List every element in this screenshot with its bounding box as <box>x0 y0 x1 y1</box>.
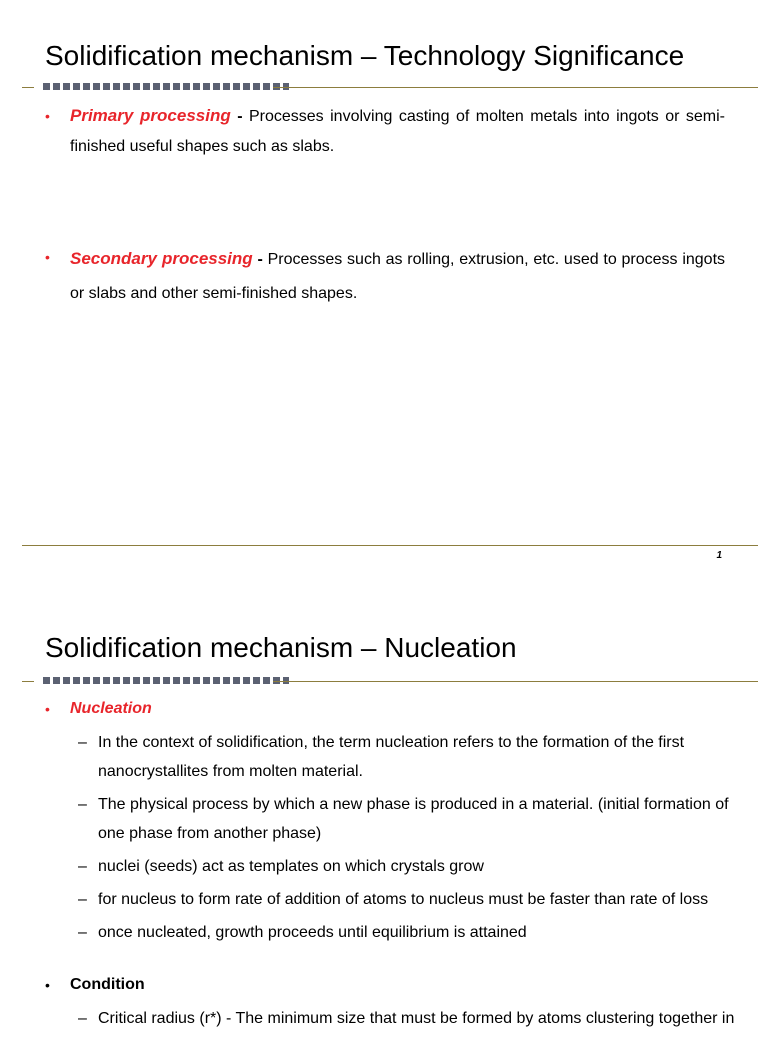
bullet-primary-processing: • Primary processing - Processes involving casting of molten metals into ingots or semi-finished useful shapes such as slabs. <box>45 101 725 162</box>
slide-title: Solidification mechanism – Nucleation <box>45 632 517 663</box>
bullet-secondary-processing: • Secondary processing - Processes such as rolling, extrusion, etc. used to process ingots or slabs and other semi-finished shapes. <box>45 242 725 311</box>
bullet-icon: • <box>45 108 50 124</box>
section-heading-nucleation: • Nucleation <box>45 700 152 717</box>
bullet-text: Processes such as rolling, extrusion, etc. used to process ingots or slabs and other semi-finished shapes. <box>70 251 726 302</box>
page-number: 1 <box>716 550 722 561</box>
list-item: – The physical process by which a new phase is produced in a material. (initial formation of one phase from another phase) <box>78 790 748 848</box>
slide-title: Solidification mechanism – Technology Significance <box>45 40 685 71</box>
dash-icon: – <box>78 858 87 875</box>
dash-icon: – <box>78 924 87 941</box>
list-item: – for nucleus to form rate of addition of atoms to nucleus must be faster than rate of loss <box>78 885 748 914</box>
bullet-icon: • <box>45 977 50 993</box>
footer-rule <box>22 545 758 546</box>
bullet-text: Processes involving casting of molten metals into ingots or semi-finished useful shapes such as slabs. <box>70 108 725 155</box>
bullet-icon: • <box>45 249 50 265</box>
title-rule <box>22 676 758 686</box>
dash-icon: – <box>78 1010 87 1027</box>
bullet-icon: • <box>45 701 50 717</box>
list-item: – once nucleated, growth proceeds until equilibrium is attained <box>78 918 748 947</box>
list-item: – In the context of solidification, the term nucleation refers to the formation of the first nanocrystallites from molten material. <box>78 728 748 786</box>
title-rule <box>22 82 758 92</box>
nucleation-list <box>78 728 748 951</box>
dash-icon: – <box>78 796 87 813</box>
list-item: – Critical radius (r*) - The minimum size that must be formed by atoms clustering together in <box>78 1004 748 1033</box>
list-item: – nuclei (seeds) act as templates on which crystals grow <box>78 852 748 881</box>
slide-2 <box>0 596 768 1027</box>
dash-icon: – <box>78 891 87 908</box>
section-heading-condition: • Condition <box>45 976 145 993</box>
condition-list <box>78 1004 748 1037</box>
dash-icon: – <box>78 734 87 751</box>
term-label: Secondary processing <box>70 249 253 268</box>
term-label: Primary processing <box>70 106 231 125</box>
